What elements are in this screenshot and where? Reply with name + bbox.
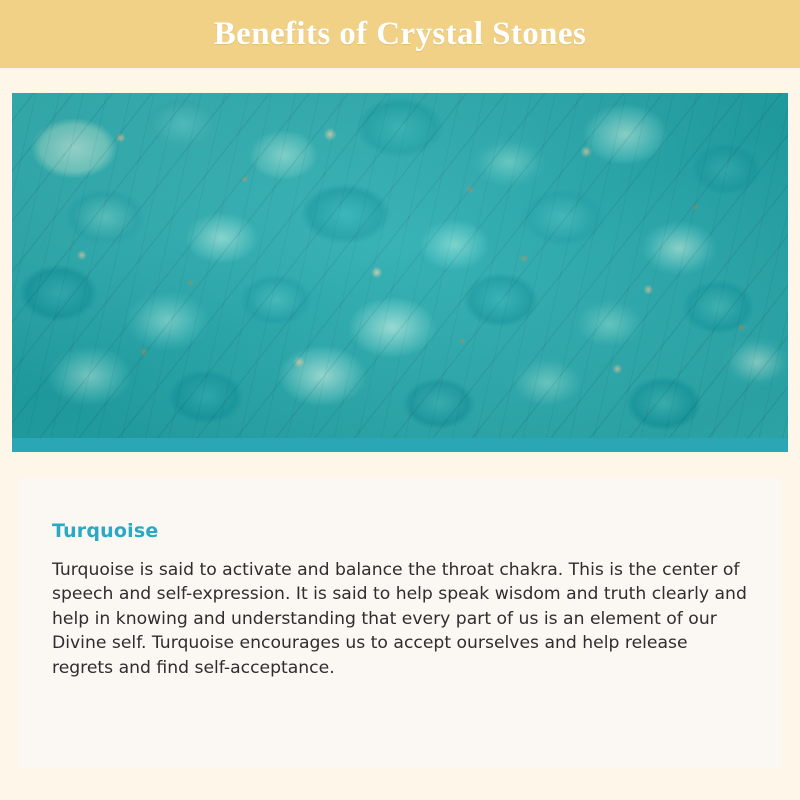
stone-info-card (18, 478, 782, 768)
stones-shading-overlay (12, 93, 788, 438)
page-header (0, 0, 800, 68)
stone-name-heading: Turquoise (52, 520, 159, 542)
stone-description-text: Turquoise is said to activate and balance the throat chakra. This is the center of speech and self-expression. It is said to help speak wisdom and truth clearly and help in knowing and understanding that every part of us is an element of our Divine self. Turquoise encourages us to accept ourselves and help release regrets and find self-acceptance. (52, 560, 747, 678)
turquoise-stones-photo (12, 93, 788, 438)
image-accent-bar (12, 438, 788, 452)
page-title: Benefits of Crystal Stones (213, 15, 587, 52)
